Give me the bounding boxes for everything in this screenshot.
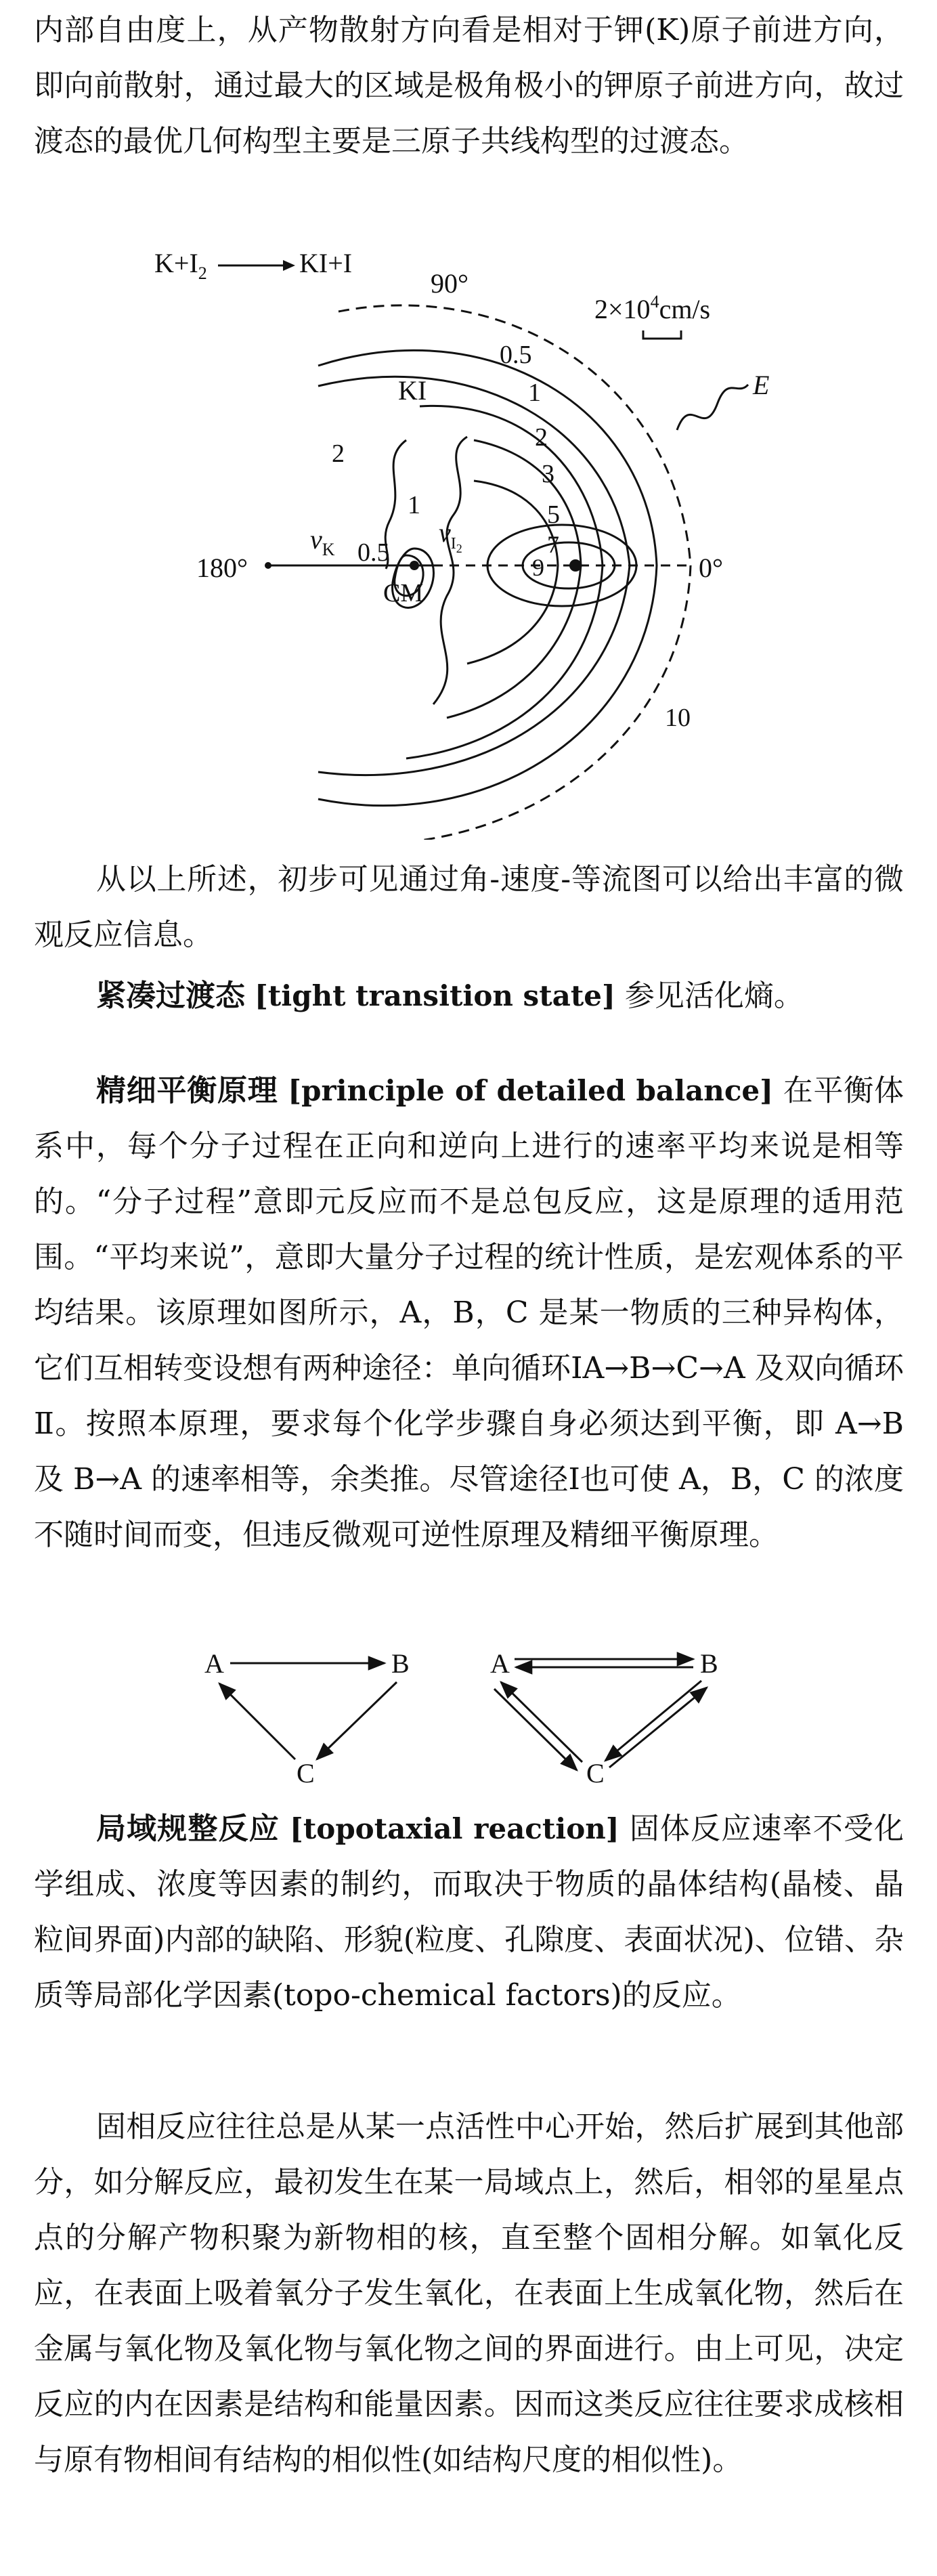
cm-dot xyxy=(410,561,419,570)
dashed-boundary xyxy=(339,305,691,840)
vK-label: $v_K$ xyxy=(310,524,335,559)
scale-bar xyxy=(643,330,681,339)
cycle1-arrow-BC xyxy=(317,1682,397,1759)
paragraph-continuation: 内部自由度上，从产物散射方向看是相对于钾(K)原子前进方向，即向前散射，通过最大的区域是极角极小的钾原子前进方向，故过渡态的最优几何构型主要是三原子共线构型的过渡态。 xyxy=(34,13,904,158)
cycle2-arrow-AC xyxy=(494,1689,577,1770)
entry-body-topotaxial-reaction: 固体反应速率不受化学组成、浓度等因素的制约，而取决于物质的晶体结构(晶棱、晶粒间界面)内部的缺陷、形貌(粒度、孔隙度、表面状况)、位错、杂质等局部化学因素(topo-chemical factors)的反应。 xyxy=(34,1811,904,2013)
paragraph-summary: 从以上所述，初步可见通过角-速度-等流图可以给出丰富的微观反应信息。 xyxy=(34,862,904,952)
cycle2-arrow-CA xyxy=(501,1682,582,1762)
contour-left-wave xyxy=(433,437,467,704)
reaction-arrow-head xyxy=(283,260,295,271)
cycle2-arrow-BC xyxy=(605,1681,701,1761)
entry-head-detailed-balance: 精细平衡原理 xyxy=(96,1073,278,1108)
cycle2-node-C: C xyxy=(586,1758,605,1788)
scale-label: $2\times 10^4cm/s$ xyxy=(594,292,711,324)
angle-90-label: 90° xyxy=(431,268,468,299)
contour-label-3: 3 xyxy=(542,460,554,488)
contour-label-1: 1 xyxy=(528,379,541,407)
contour-0.5-arc xyxy=(318,377,630,775)
E-leader xyxy=(677,385,748,430)
KI-label: KI xyxy=(398,375,427,406)
paragraph-solid-phase: 固相反应往往总是从某一点活性中心开始，然后扩展到其他部分，如分解反应，最初发生在某一局域点上，然后，相邻的星星点点的分解产物积聚为新物相的核，直至整个固相分解。如氧化反应，在表面上吸着氧分子发生氧化，在表面上生成氧化物，然后在金属与氧化物及氧化物与氧化物之间的界面进行。由上可见，决定反应的内在因素是结构和能量因素。因而这类反应往往要求成核相与原有物相间有结构的相似性(如结构尺度的相似性)。 xyxy=(34,2109,904,2477)
cycle1-node-A: A xyxy=(204,1648,224,1679)
angle-180-label: 180° xyxy=(196,553,248,583)
entry-en-tight-transition-state: [tight transition state] xyxy=(255,979,615,1012)
entry-detailed-balance xyxy=(34,1063,904,1563)
CM-label: CM xyxy=(383,579,424,607)
contour-1-arc xyxy=(406,406,603,758)
entry-head-tight-transition-state: 紧凑过渡态 xyxy=(96,979,245,1013)
contour-label-5: 5 xyxy=(547,500,560,529)
contour-flux-figure xyxy=(0,230,937,840)
contour-label-7: 7 xyxy=(547,531,559,558)
cycle2-node-B: B xyxy=(700,1648,718,1679)
cycle2-arrow-CB xyxy=(609,1688,707,1767)
contour-label-10: 10 xyxy=(665,704,691,732)
contour-label-9: 9 xyxy=(532,554,544,581)
product-label: KI+I xyxy=(299,248,353,278)
entry-body-detailed-balance: 在平衡体系中，每个分子过程在正向和逆向上进行的速率平均来说是相等的。“分子过程”意即元反应而不是总包反应，这是原理的适用范围。“平均来说”，意即大量分子过程的统计性质，是宏观体系的平均结果。该原理如图所示，A，B，C 是某一物质的三种异构体，它们互相转变设想有两种途径：单向循环ⅠA→B→C→A 及双向循环Ⅱ。按照本原理，要求每个化学步骤自身必须达到平衡，即 A→B 及 B→A 的速率相等，余类推。尽管途径Ⅰ也可使 A，B，C 的浓度不随时间而变，但违反微观可逆性原理及精细平衡原理。 xyxy=(34,1073,904,1552)
entry-en-detailed-balance: [principle of detailed balance] xyxy=(288,1074,773,1107)
entry-body-tight-transition-state: 参见活化熵。 xyxy=(624,979,804,1013)
contour-label-0.5-top: 0.5 xyxy=(500,341,532,369)
contour-label-1-left: 1 xyxy=(408,491,420,519)
contour-label-2-right: 2 xyxy=(535,423,548,452)
entry-topotaxial-reaction xyxy=(34,1801,904,2023)
axis-left-dot xyxy=(265,562,271,569)
E-label: E xyxy=(753,370,770,400)
angle-0-label: 0° xyxy=(699,553,723,583)
entry-head-topotaxial-reaction: 局域规整反应 xyxy=(96,1811,280,1846)
cycle1-node-C: C xyxy=(297,1758,315,1788)
entry-en-topotaxial-reaction: [topotaxial reaction] xyxy=(290,1812,619,1845)
contour-label-0.5-left: 0.5 xyxy=(357,538,390,567)
cycle1-node-B: B xyxy=(391,1648,410,1679)
entry-tight-transition-state xyxy=(34,968,904,1024)
cycle-diagram-figure xyxy=(0,1639,937,1795)
reaction-label: $K+I_2$ xyxy=(154,248,207,283)
cycle2-node-A: A xyxy=(490,1648,510,1679)
vI2-label: $v_I2$ xyxy=(439,517,462,555)
contour-2-arc xyxy=(447,440,581,718)
cycle1-arrow-CA xyxy=(219,1683,295,1759)
contour-label-2-left: 2 xyxy=(332,439,345,468)
